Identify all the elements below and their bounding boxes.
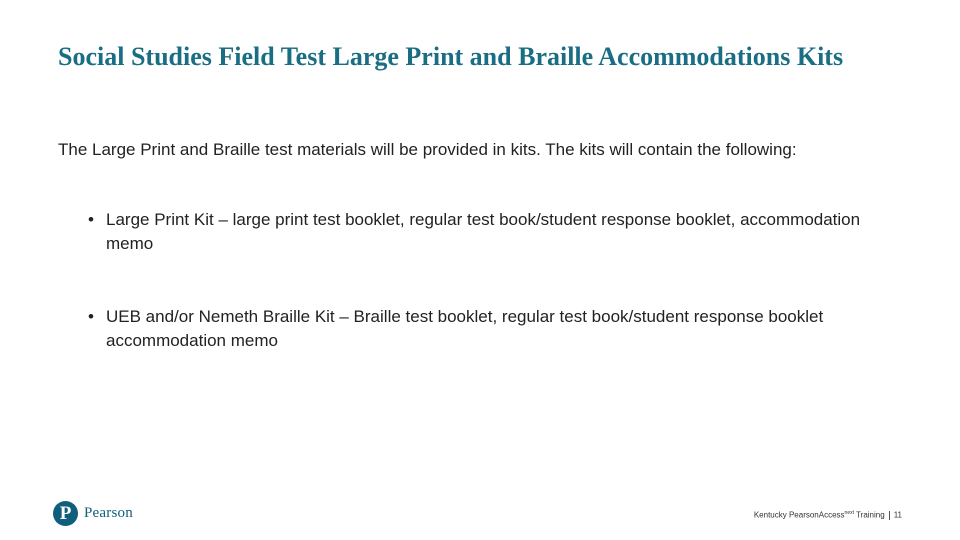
pearson-logo — [53, 501, 133, 526]
bullet-list-braille — [88, 305, 888, 353]
intro-paragraph: The Large Print and Braille test materials will be provided in kits. The kits will contain the following: — [58, 140, 797, 159]
bullet-text: UEB and/or Nemeth Braille Kit – Braille test booklet, regular test book/student response booklet accommodation memo — [106, 307, 824, 350]
bullet-item-braille-kit — [88, 305, 888, 353]
footer-suffix: Training — [854, 510, 885, 520]
slide-title: Social Studies Field Test Large Print and Braille Accommodations Kits — [58, 42, 844, 71]
bullet-dot-icon: • — [88, 210, 94, 229]
pearson-logo-icon: P — [53, 501, 78, 526]
pearson-wordmark: Pearson — [84, 505, 133, 521]
bullet-text: Large Print Kit – large print test booklet, regular test book/student response booklet, accommodation memo — [106, 210, 861, 253]
footer-separator — [889, 511, 890, 520]
bullet-list-large-print — [88, 208, 888, 256]
page-number: 11 — [893, 510, 902, 520]
bullet-item-large-print-kit — [88, 208, 888, 256]
footer-superscript: next — [844, 510, 854, 516]
bullet-dot-icon: • — [88, 307, 94, 326]
slide-footer — [754, 510, 902, 520]
footer-text: Kentucky PearsonAccess — [753, 510, 845, 520]
